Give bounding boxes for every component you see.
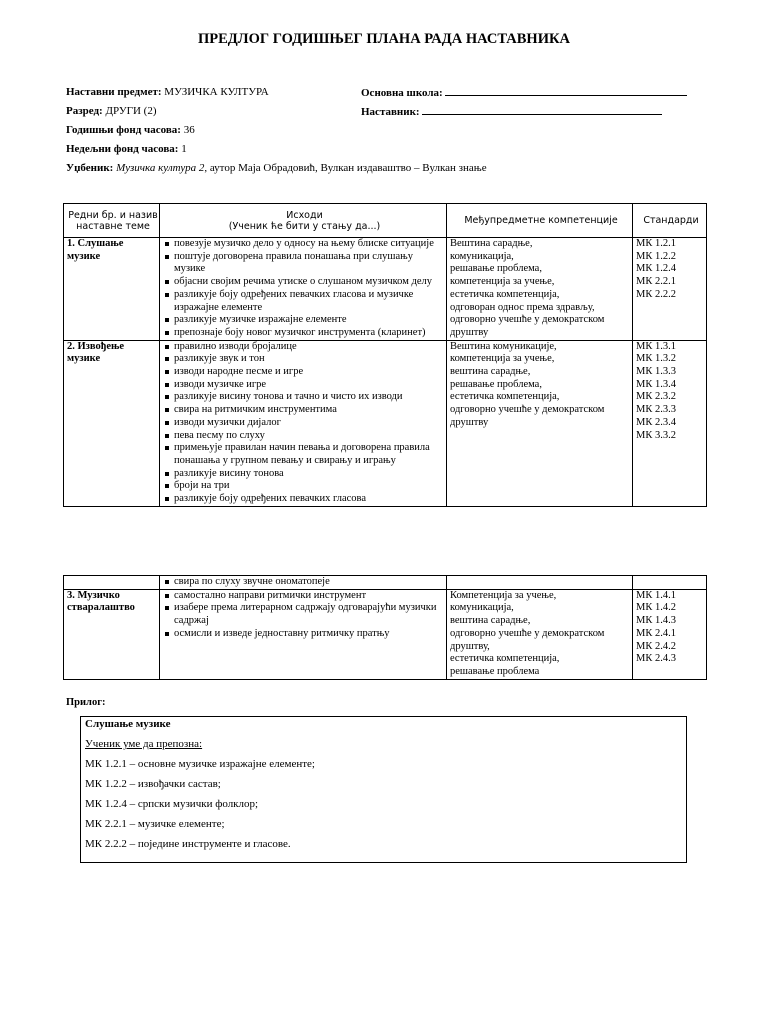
school-label: Основна школа:	[361, 87, 443, 99]
outcome-item: свира по слуху звучне ономатопеје	[163, 576, 446, 589]
topic-line: 3. Музичко	[67, 589, 120, 601]
grade-label: Разред:	[66, 105, 103, 117]
competency-line: вештина сарадње,	[450, 615, 531, 627]
competency-line: комуникација,	[450, 250, 514, 262]
annual-label: Годишњи фонд часова:	[66, 124, 181, 136]
competency-line: одговорно учешће у демократском	[450, 314, 605, 326]
outcome-item: осмисли и изведе једноставну ритмичку пратњу	[163, 628, 446, 641]
outcome-item: повезује музичко дело у односу на њему блиске ситуације	[163, 238, 446, 251]
plan-table	[63, 203, 707, 507]
competency-line: одговорно учешће у демократском	[450, 404, 605, 416]
attachment-intro: Ученик уме да препозна:	[85, 738, 203, 750]
competency-line: друштву	[450, 416, 489, 428]
standard-code: МК 2.4.2	[636, 640, 676, 652]
topic-line: 2. Извођење	[67, 340, 125, 352]
table-row	[64, 340, 707, 506]
subject-value: МУЗИЧКА КУЛТУРА	[164, 86, 269, 98]
outcome-item: разликује висину тонова и тачно и чисто их изводи	[163, 391, 446, 404]
header-competencies: Међупредметне компетенције	[447, 204, 633, 238]
meta-weekly	[66, 143, 187, 155]
competencies-cell	[447, 340, 633, 506]
outcomes-list	[163, 341, 446, 506]
outcomes-cell	[160, 238, 447, 341]
outcome-item: разликује звук и тон	[163, 353, 446, 366]
standards-cell	[633, 589, 707, 679]
standard-code: МК 1.2.4	[636, 263, 676, 275]
weekly-label: Недељни фонд часова:	[66, 143, 179, 155]
competency-line: друштву,	[450, 640, 490, 652]
competency-line: решавање проблема,	[450, 378, 542, 390]
teacher-blank-line	[422, 105, 662, 115]
outcome-item: разликује висину тонова	[163, 468, 446, 481]
outcomes-list	[163, 590, 446, 641]
outcome-item: препознаје боју новог музичког инструмента (кларинет)	[163, 327, 446, 340]
standards-cell	[633, 238, 707, 341]
standard-code: МК 2.3.2	[636, 391, 676, 403]
standard-code: МК 1.3.3	[636, 366, 676, 378]
outcome-item: објасни својим речима утиске о слушаном музичком делу	[163, 276, 446, 289]
outcome-item: поштује договорена правила понашања при слушању музике	[163, 251, 446, 276]
standard-code: МК 2.2.2	[636, 288, 676, 300]
page-title: ПРЕДЛОГ ГОДИШЊЕГ ПЛАНА РАДА НАСТАВНИКА	[198, 31, 570, 47]
topic-line: музике	[67, 353, 101, 365]
competency-line: одговоран однос према здрављу,	[450, 301, 595, 313]
table-row	[64, 576, 707, 590]
standards-cell-empty	[633, 576, 707, 590]
meta-grade	[66, 105, 157, 117]
standard-code: МК 1.3.2	[636, 353, 676, 365]
table-row	[64, 589, 707, 679]
outcomes-cell	[160, 576, 447, 590]
plan-table-continued	[63, 575, 707, 680]
standard-code: МК 1.2.2	[636, 250, 676, 262]
standard-code: МК 1.4.2	[636, 602, 676, 614]
competency-line: естетичка компетенција,	[450, 288, 560, 300]
standard-code: МК 2.3.4	[636, 416, 676, 428]
outcome-item: разликује боју одређених певачких гласова и музичке изражајне елементе	[163, 289, 446, 314]
textbook-label: Уџбеник:	[66, 162, 114, 174]
meta-annual	[66, 124, 195, 136]
outcome-item: свира на ритмичким инструментима	[163, 404, 446, 417]
subject-label: Наставни предмет:	[66, 86, 162, 98]
header-topic: Редни бр. и назив наставне теме	[64, 204, 160, 238]
meta-subject	[66, 86, 269, 98]
standard-code: МК 1.2.1	[636, 238, 676, 249]
outcome-item: изводи музички дијалог	[163, 417, 446, 430]
outcomes-list	[163, 238, 446, 340]
outcome-item: разликује музичке изражајне елементе	[163, 314, 446, 327]
competency-line: Компетенција за учење,	[450, 589, 557, 601]
header-standards: Стандарди	[633, 204, 707, 238]
attachment-item: МК 1.2.4 – српски музички фолклор;	[85, 798, 259, 810]
header-outcomes-title: Исходи	[286, 209, 323, 221]
outcome-item: изводи музичке игре	[163, 379, 446, 392]
competencies-cell	[447, 238, 633, 341]
attachment-item: МК 2.2.2 – поједине инструменте и гласове.	[85, 838, 291, 850]
outcomes-cell	[160, 589, 447, 679]
grade-value: ДРУГИ (2)	[105, 105, 157, 117]
competencies-cell	[447, 589, 633, 679]
standard-code: МК 1.3.1	[636, 340, 676, 352]
topic-line: 1. Слушање	[67, 238, 124, 249]
weekly-value: 1	[181, 143, 187, 155]
table-row	[64, 238, 707, 341]
standard-code: МК 2.4.3	[636, 653, 676, 665]
standard-code: МК 1.4.3	[636, 615, 676, 627]
topic-cell	[64, 238, 160, 341]
outcome-item: самостално направи ритмички инструмент	[163, 590, 446, 603]
attachment-box	[80, 716, 687, 863]
outcome-item: броји на три	[163, 480, 446, 493]
outcome-item: правилно изводи бројалице	[163, 341, 446, 354]
school-blank-line	[445, 86, 687, 96]
attachment-item: МК 1.2.1 – основне музичке изражајне елементе;	[85, 758, 315, 770]
competency-line: одговорно учешће у демократском	[450, 627, 605, 639]
outcome-item: изабере према литерарном садржају одговарајући музички садржај	[163, 602, 446, 627]
topic-cell	[64, 589, 160, 679]
competency-line: решавање проблема	[450, 665, 540, 677]
textbook-details: , аутор Маја Обрадовић, Вулкан издаваштво – Вулкан знање	[204, 162, 487, 174]
outcomes-list	[163, 576, 446, 589]
attachment-heading: Слушање музике	[85, 718, 171, 730]
competency-line: компетенција за учење,	[450, 276, 555, 288]
teacher-label: Наставник:	[361, 106, 420, 118]
standard-code: МК 3.3.2	[636, 429, 676, 441]
outcome-item: пева песму по слуху	[163, 430, 446, 443]
outcome-item: примењује правилан начин певања и договорена правила понашања у групном певању и свирању и игрању	[163, 442, 446, 467]
standards-cell	[633, 340, 707, 506]
standard-code: МК 2.4.1	[636, 627, 676, 639]
textbook-title: Музичка култура 2	[116, 162, 205, 174]
standard-code: МК 2.3.3	[636, 404, 676, 416]
outcome-item: изводи народне песме и игре	[163, 366, 446, 379]
competencies-cell-empty	[447, 576, 633, 590]
topic-cell-empty	[64, 576, 160, 590]
competency-line: решавање проблема,	[450, 263, 542, 275]
competency-line: Вештина комуникације,	[450, 340, 557, 352]
attachment-item: МК 2.2.1 – музичке елементе;	[85, 818, 225, 830]
outcome-item: разликује боју одређених певачких гласова	[163, 493, 446, 506]
outcomes-cell	[160, 340, 447, 506]
competency-line: компетенција за учење,	[450, 353, 555, 365]
competency-line: Вештина сарадње,	[450, 238, 533, 249]
standard-code: МК 1.3.4	[636, 378, 676, 390]
competency-line: комуникација,	[450, 602, 514, 614]
standard-code: МК 2.2.1	[636, 276, 676, 288]
competency-line: естетичка компетенција,	[450, 653, 560, 665]
competency-line: друштву	[450, 326, 489, 338]
meta-textbook	[66, 162, 487, 174]
attachment-item: МК 1.2.2 – извођачки састав;	[85, 778, 221, 790]
topic-cell	[64, 340, 160, 506]
table-header-row	[64, 204, 707, 238]
attachment-label: Прилог:	[66, 697, 106, 708]
header-outcomes	[160, 204, 447, 238]
standard-code: МК 1.4.1	[636, 589, 676, 601]
competency-line: естетичка компетенција,	[450, 391, 560, 403]
meta-school	[361, 86, 687, 99]
topic-line: стваралаштво	[67, 602, 135, 614]
annual-value: 36	[183, 124, 195, 136]
header-outcomes-subtitle: (Ученик ће бити у стању да...)	[228, 220, 381, 232]
meta-teacher	[361, 105, 662, 118]
topic-line: музике	[67, 250, 101, 262]
competency-line: вештина сарадње,	[450, 366, 531, 378]
